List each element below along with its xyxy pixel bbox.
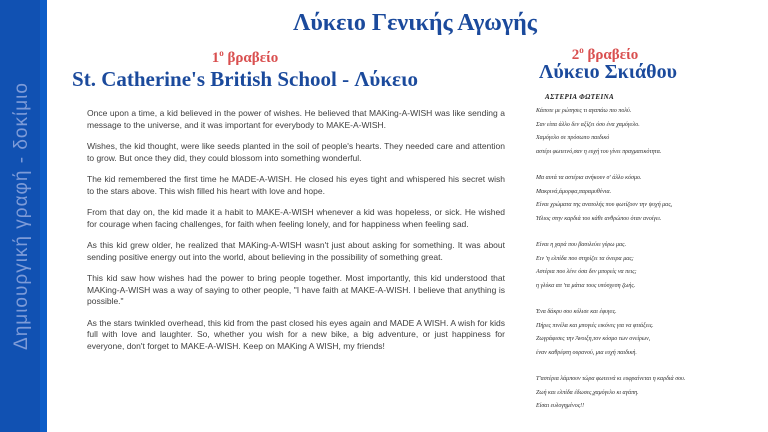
poem-line: Αστέρια που λένε όσα δεν μπορείς να πεις; [536, 269, 637, 275]
poem-line: Χαμόγελο σε πρόσωπο παιδικό [536, 135, 610, 141]
poem-stanza [536, 239, 764, 293]
poem-line: Ήλιος στην καρδιά του κάθε ανθρώπου όταν ανοίγει. [536, 215, 662, 222]
essay-paragraph: Once upon a time, a kid believed in the power of wishes. He believed that MAKing-A-WISH was like sending a message to the universe, and it was important for everybody to MAKE-A-WISH. [87, 108, 505, 130]
school-1-heading: St. Catherine's British School - Λύκειο [72, 67, 418, 91]
poem-line: η γλύκα απ 'τα μάτια τους υπόσχεση ζωής. [536, 282, 636, 289]
award-2-word: βραβείο [583, 47, 639, 63]
poem-stanza [536, 373, 764, 414]
poem-line: Ένα δάκρυ σου κύλισε και έφυγες. [536, 309, 617, 315]
poem-body [536, 105, 764, 427]
poem-line: Είναι η χαρά που βασιλεύει γύρω μας. [536, 242, 627, 248]
poem-line: Ζωή και ελπίδα έδωσες,χαμόγελο κι αγάπη. [536, 389, 639, 396]
essay-paragraph: Wishes, the kid thought, were like seeds planted in the soil of people's hearts. They needed care and attention to grow. But once they did, they could blossom into something wonderful. [87, 141, 505, 163]
award-2-ordinal: ο [579, 45, 584, 55]
poem-line: Μα αυτά τα αστέρια ανήκουν σ' άλλο κόσμο. [536, 175, 642, 181]
poem-line: αστέρι φωτεινό,σαν η ευχή του γίνει πραγματικότητα. [536, 148, 662, 155]
poem-stanza [536, 306, 764, 360]
poem-line: Πήρες πινέλα και μπογιές εικόνες για να φτιάξεις. [536, 322, 654, 329]
poem-stanza [536, 172, 764, 226]
poem-line: Ειν 'η ελπίδα που στηρίζει τα όνειρα μας; [536, 255, 634, 262]
essay-body [87, 108, 505, 362]
poem-title: ΑΣΤΕΡΙΑ ΦΩΤΕΙΝΑ [545, 93, 615, 101]
sidebar-band-strip [40, 0, 47, 432]
award-1-heading [150, 48, 340, 67]
poem-line: Μακρινά,άμορφα,παραμυθένια. [536, 188, 612, 195]
sidebar-vertical-label: Δημιουργική γραφή - δοκίμιο [11, 82, 32, 350]
poem-line: Είσαι ευλογημένος!! [536, 403, 585, 409]
poem-line: Ζωγράφισες την Άνοιξη,τον κόσμο των ονείρων, [536, 336, 651, 342]
poem-line: Σαν είπα άλλο δεν αξίζει όσο ένα χαμόγελο. [536, 121, 640, 128]
poem-line: Είναι χρώματα της ανατολής που φωτίζουν την ψυχή μας, [536, 202, 673, 208]
award-1-word: βραβείο [223, 50, 279, 66]
poem-line: Κάποτε με ρώτησες τι αγαπάω πιο πολύ. [536, 108, 632, 114]
page-title: Λύκειο Γενικής Αγωγής [293, 10, 537, 36]
school-2-heading: Λύκειο Σκιάθου [539, 61, 677, 83]
poem-stanza [536, 105, 764, 159]
award-2-number: 2 [571, 47, 580, 63]
award-1-number: 1 [211, 50, 220, 66]
essay-paragraph: The kid remembered the first time he MADE-A-WISH. He closed his eyes tight and whispered his secret wish to the stars above. This wish filled his heart with love and hope. [87, 174, 505, 196]
essay-paragraph: From that day on, the kid made it a habit to MAKE-A-WISH whenever a kid was hopeless, or sick. He wished for courage when facing challenges, for faith when feeling lonely, and for happiness when feeling sad. [87, 207, 505, 229]
award-1-ordinal: ο [219, 48, 224, 58]
poem-line: έναν καθρέφτη ουρανού, μια ευχή παιδική. [536, 349, 637, 356]
essay-paragraph: As this kid grew older, he realized that MAKing-A-WISH wasn't just about asking for something. It was about sending positive energy out into the world, about believing in the possibility of something great. [87, 240, 505, 262]
essay-paragraph: As the stars twinkled overhead, this kid from the past closed his eyes again and MADE A WISH. A wish for kids full with love and laughter. So, whether you wish for a new bike, a big adventure, or just happiness for everyone, don't forget to MAKE-A-WISH. Keep on MAKing A WISH, my friends! [87, 317, 505, 351]
essay-paragraph: This kid saw how wishes had the power to bring people together. Most importantly, this kid understood that MAKing-A-WISH was a way of saying to other people, "I have faith at MAKE-A-WISH. I believe that anything is possible." [87, 273, 505, 306]
poem-line: Τ'αστέρια λάμπουν τώρα φωτεινά κι ευφραίνεται η καρδιά σου. [536, 376, 686, 382]
